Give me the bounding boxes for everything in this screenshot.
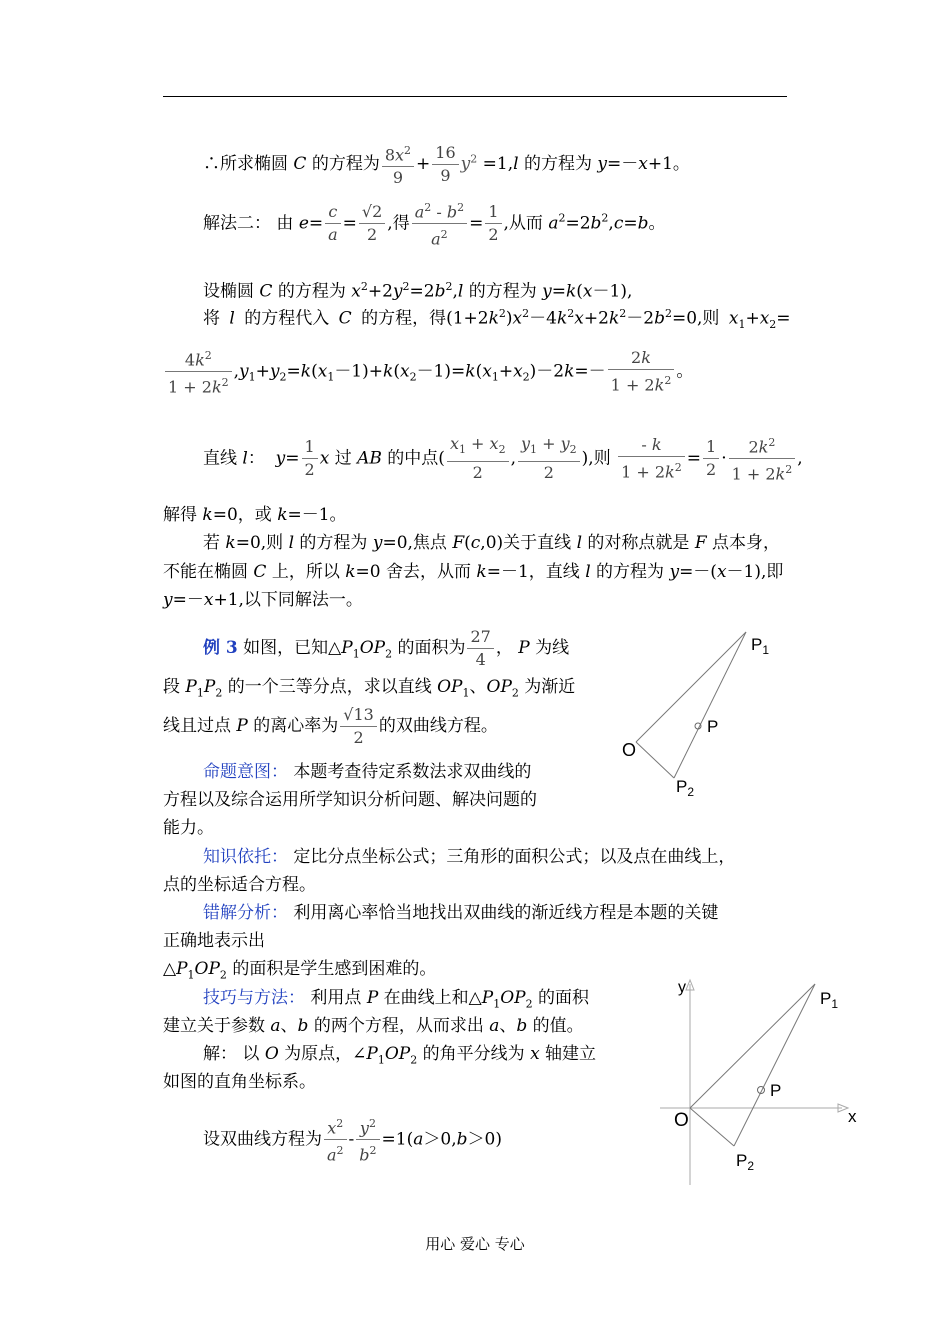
example-line-1: 例 3 如图，已知$\triangle P_1OP_2$ 的面积为 $\frac{27}{4}$ ， P 为线 xyxy=(203,627,570,669)
coordinate-figure xyxy=(652,970,872,1190)
fig1-label-o: O xyxy=(622,740,637,760)
fig1-label-p2: $P_2$ xyxy=(676,777,695,799)
page-footer: 用心 爱心 专心 xyxy=(425,1235,525,1253)
set-ellipse-line: 设椭圆 C 的方程为 $x^2+2y^2=2b^2,l$ 的方程为 y=k(x－1), xyxy=(203,280,633,302)
fig2-label-x: x xyxy=(848,1107,857,1126)
case-line-3: y=－x+1,以下同解法一。 xyxy=(163,590,363,610)
example-label: 例 3 xyxy=(203,638,238,658)
error-label: 错解分析： xyxy=(203,903,288,923)
intent-label: 命题意图： xyxy=(203,762,288,782)
method-two-line: 解法二： 由 e= $\frac{c}{a}$ = $\frac{√2}{2}$ ,得 $\frac{a^2 - b^2}{a^2}$ = $\frac{1}{2}$ ,从而 $a^2=2b^2,c=b$。 xyxy=(203,197,666,251)
knowledge-label: 知识依托： xyxy=(203,847,288,867)
fig1-label-p1: $P_1$ xyxy=(751,635,770,657)
skill-line-1: 技巧与方法： 利用点 P 在曲线上和$\triangle P_1OP_2$ 的面积 xyxy=(203,988,589,1011)
error-line-3: $\triangle P_1OP_2$ 的面积是学生感到困难的。 xyxy=(163,959,437,982)
case-line-2: 不能在椭圆 C 上，所以 k=0 舍去，从而 k=－1，直线 l 的方程为 y=－(x－1),即 xyxy=(163,562,784,582)
midpoint-line: 直线 l： y= $\frac{1}{2}$ x 过 AB 的中点( $\frac{x_1 + x_2}{2}$ , $\frac{y_1 + y_2}{2}$ ),则 $\frac{- k}{1 + 2k^2}$ = $\frac{1}{2}$ · $\frac{2k^2}{1 + 2k^2}$ , xyxy=(203,432,803,486)
solution-line-1: 解： 以 O 为原点，$\angle P_1OP_2$ 的角平分线为 x 轴建立 xyxy=(203,1044,597,1067)
fig2-label-o: O xyxy=(674,1110,689,1131)
substitute-line: 将 l 的方程代入 C 的方程，得$(1+2k^2)x^2-4k^2x+2k^2-2b^2=0$,则 $x_1+x_2=$ xyxy=(203,307,791,332)
knowledge-line-1: 知识依托： 定比分点坐标公式；三角形的面积公式；以及点在曲线上， xyxy=(203,847,736,867)
fig1-label-p: P xyxy=(707,717,719,736)
intent-line-3: 能力。 xyxy=(163,818,214,838)
intent-line-1: 命题意图： 本题考查待定系数法求双曲线的 xyxy=(203,762,532,782)
intent-line-2: 方程以及综合运用所学知识分析问题、解决问题的 xyxy=(163,790,537,810)
hyperbola-line: 设双曲线方程为 $\frac{x^2}{a^2}$ - $\frac{y^2}{b^2}$ =1(a＞0,b＞0) xyxy=(203,1113,502,1167)
triangle-figure xyxy=(610,620,790,800)
solution-line-2: 如图的直角坐标系。 xyxy=(163,1072,316,1092)
skill-line-2: 建立关于参数 a、b 的两个方程，从而求出 a、b 的值。 xyxy=(163,1016,584,1036)
error-line-2: 正确地表示出 xyxy=(163,931,265,951)
skill-label: 技巧与方法： xyxy=(203,988,305,1008)
case-line-1: 若 k=0,则 l 的方程为 y=0,焦点 F(c,0)关于直线 l 的对称点就是 F 点本身， xyxy=(203,533,781,553)
sum-line: $\frac{4k^2}{1 + 2k^2}$ $,y_1+y_2=k(x_1-1)+k(x_2-1)=k(x_1+x_2)-2k=-$ $\frac{2k}{1 + 2k^2}$ 。 xyxy=(163,345,693,399)
example-line-2: 段 $P_1P_2$ 的一个三等分点，求以直线 $OP_1$、$OP_2$ 为渐近 xyxy=(163,677,576,700)
solve-k-line: 解得 k=0，或 k=－1。 xyxy=(163,505,347,525)
fig2-label-y: y xyxy=(678,979,686,996)
fig2-label-p2: $P_2$ xyxy=(736,1151,755,1173)
example-line-3: 线且过点 P 的离心率为 $\frac{√13}{2}$ 的双曲线方程。 xyxy=(163,705,498,747)
header-rule xyxy=(163,96,787,97)
fig2-label-p: P xyxy=(770,1081,782,1100)
ellipse-equation-line: ∴所求椭圆 C 的方程为 $\frac{8x^2}{9}$ + $\frac{16}{9}$ $y^2 =1,l$ 的方程为 y=－x+1。 xyxy=(203,140,690,189)
fig2-label-p1: $P_1$ xyxy=(820,989,839,1011)
error-line-1: 错解分析： 利用离心率恰当地找出双曲线的渐近线方程是本题的关键 xyxy=(203,903,719,923)
knowledge-line-2: 点的坐标适合方程。 xyxy=(163,875,316,895)
